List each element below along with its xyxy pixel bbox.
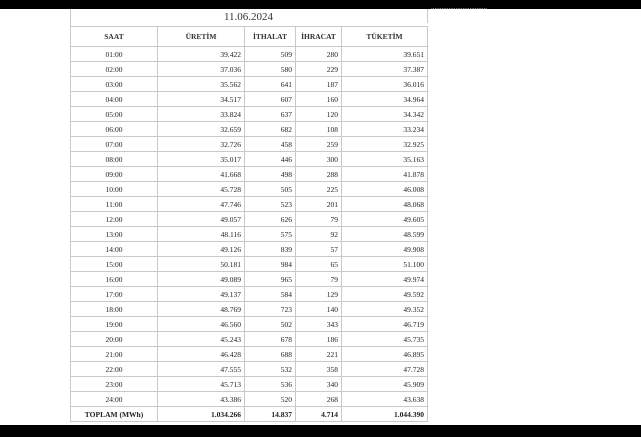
import-cell: 965 [245,272,296,287]
production-cell: 39.422 [158,47,245,62]
hour-cell: 23:00 [71,377,158,392]
export-cell: 108 [296,122,342,137]
production-cell: 46.560 [158,317,245,332]
import-cell: 502 [245,317,296,332]
import-cell: 498 [245,167,296,182]
import-cell: 446 [245,152,296,167]
hour-cell: 05:00 [71,107,158,122]
hour-cell: 04:00 [71,92,158,107]
hour-cell: 15:00 [71,257,158,272]
consumption-cell: 47.728 [342,362,428,377]
consumption-cell: 48.068 [342,197,428,212]
production-cell: 49.057 [158,212,245,227]
consumption-cell: 45.909 [342,377,428,392]
table-row [71,227,428,242]
consumption-cell: 36.016 [342,77,428,92]
import-cell: 723 [245,302,296,317]
consumption-cell: 49.605 [342,212,428,227]
export-cell: 259 [296,137,342,152]
total-label: TOPLAM (MWh) [71,407,158,422]
table-row [71,77,428,92]
export-cell: 65 [296,257,342,272]
table-row [71,362,428,377]
production-cell: 34.517 [158,92,245,107]
hour-cell: 03:00 [71,77,158,92]
table-row [71,137,428,152]
hour-cell: 02:00 [71,62,158,77]
production-cell: 49.089 [158,272,245,287]
import-cell: 641 [245,77,296,92]
production-cell: 35.562 [158,77,245,92]
consumption-cell: 37.387 [342,62,428,77]
export-cell: 288 [296,167,342,182]
total-row [71,407,428,422]
table-row [71,302,428,317]
import-cell: 575 [245,227,296,242]
export-cell: 79 [296,272,342,287]
hour-cell: 17:00 [71,287,158,302]
export-cell: 225 [296,182,342,197]
table-body [71,47,428,422]
consumption-cell: 49.908 [342,242,428,257]
export-cell: 186 [296,332,342,347]
production-cell: 47.555 [158,362,245,377]
import-cell: 637 [245,107,296,122]
import-cell: 509 [245,47,296,62]
import-cell: 458 [245,137,296,152]
consumption-cell: 46.719 [342,317,428,332]
consumption-cell: 41.878 [342,167,428,182]
export-cell: 160 [296,92,342,107]
export-cell: 300 [296,152,342,167]
production-cell: 35.017 [158,152,245,167]
import-cell: 688 [245,347,296,362]
table-row [71,212,428,227]
export-cell: 268 [296,392,342,407]
column-header-ithalat: İTHALAT [245,27,296,47]
table-row [71,377,428,392]
hour-cell: 14:00 [71,242,158,257]
export-cell: 140 [296,302,342,317]
export-cell: 280 [296,47,342,62]
consumption-cell: 33.234 [342,122,428,137]
hour-cell: 12:00 [71,212,158,227]
export-cell: 79 [296,212,342,227]
export-cell: 221 [296,347,342,362]
import-cell: 523 [245,197,296,212]
total-production: 1.034.266 [158,407,245,422]
consumption-cell: 34.964 [342,92,428,107]
production-cell: 45.713 [158,377,245,392]
consumption-cell: 35.163 [342,152,428,167]
column-header-uretim: ÜRETİM [158,27,245,47]
table-row [71,62,428,77]
hour-cell: 19:00 [71,317,158,332]
import-cell: 984 [245,257,296,272]
table-row [71,242,428,257]
production-cell: 50.181 [158,257,245,272]
consumption-cell: 48.599 [342,227,428,242]
column-header-tuketim: TÜKETİM [342,27,428,47]
report-date: 11.06.2024 [223,11,274,23]
table-row [71,152,428,167]
hour-cell: 16:00 [71,272,158,287]
production-cell: 46.428 [158,347,245,362]
consumption-cell: 49.974 [342,272,428,287]
consumption-cell: 34.342 [342,107,428,122]
hourly-energy-table [70,26,428,422]
import-cell: 505 [245,182,296,197]
import-cell: 682 [245,122,296,137]
consumption-cell: 43.638 [342,392,428,407]
production-cell: 43.386 [158,392,245,407]
table-row [71,332,428,347]
hour-cell: 13:00 [71,227,158,242]
total-import: 14.837 [245,407,296,422]
right-border-line [427,9,428,23]
table-row [71,92,428,107]
import-cell: 678 [245,332,296,347]
production-cell: 37.036 [158,62,245,77]
production-cell: 32.726 [158,137,245,152]
production-cell: 32.659 [158,122,245,137]
hour-cell: 08:00 [71,152,158,167]
table-row [71,47,428,62]
bottom-black-bar [0,425,641,437]
table-row [71,317,428,332]
production-cell: 45.728 [158,182,245,197]
production-cell: 47.746 [158,197,245,212]
production-cell: 49.126 [158,242,245,257]
export-cell: 201 [296,197,342,212]
export-cell: 92 [296,227,342,242]
import-cell: 607 [245,92,296,107]
total-consumption: 1.044.390 [342,407,428,422]
top-black-bar [0,0,641,9]
column-header-saat: SAAT [71,27,158,47]
consumption-cell: 49.352 [342,302,428,317]
production-cell: 49.137 [158,287,245,302]
hour-cell: 11:00 [71,197,158,212]
table-row [71,107,428,122]
consumption-cell: 51.100 [342,257,428,272]
production-cell: 48.116 [158,227,245,242]
column-header-ihracat: İHRACAT [296,27,342,47]
import-cell: 584 [245,287,296,302]
table-row [71,122,428,137]
production-cell: 45.243 [158,332,245,347]
table-row [71,347,428,362]
consumption-cell: 45.735 [342,332,428,347]
import-cell: 520 [245,392,296,407]
faded-text: ................................ [431,3,487,11]
export-cell: 187 [296,77,342,92]
hour-cell: 24:00 [71,392,158,407]
export-cell: 358 [296,362,342,377]
production-cell: 33.824 [158,107,245,122]
table-row [71,287,428,302]
total-export: 4.714 [296,407,342,422]
table-row [71,167,428,182]
production-cell: 41.668 [158,167,245,182]
table-row [71,182,428,197]
hour-cell: 01:00 [71,47,158,62]
hour-cell: 20:00 [71,332,158,347]
hour-cell: 21:00 [71,347,158,362]
export-cell: 340 [296,377,342,392]
export-cell: 120 [296,107,342,122]
import-cell: 839 [245,242,296,257]
hour-cell: 07:00 [71,137,158,152]
table-row [71,257,428,272]
consumption-cell: 32.925 [342,137,428,152]
import-cell: 626 [245,212,296,227]
consumption-cell: 46.008 [342,182,428,197]
export-cell: 229 [296,62,342,77]
consumption-cell: 46.895 [342,347,428,362]
table-header-row [71,27,428,47]
export-cell: 57 [296,242,342,257]
hour-cell: 18:00 [71,302,158,317]
consumption-cell: 39.651 [342,47,428,62]
hour-cell: 10:00 [71,182,158,197]
production-cell: 48.769 [158,302,245,317]
hour-cell: 09:00 [71,167,158,182]
export-cell: 129 [296,287,342,302]
export-cell: 343 [296,317,342,332]
hour-cell: 06:00 [71,122,158,137]
table-row [71,197,428,212]
table-row [71,272,428,287]
import-cell: 536 [245,377,296,392]
import-cell: 532 [245,362,296,377]
consumption-cell: 49.592 [342,287,428,302]
import-cell: 580 [245,62,296,77]
hour-cell: 22:00 [71,362,158,377]
table-row [71,392,428,407]
